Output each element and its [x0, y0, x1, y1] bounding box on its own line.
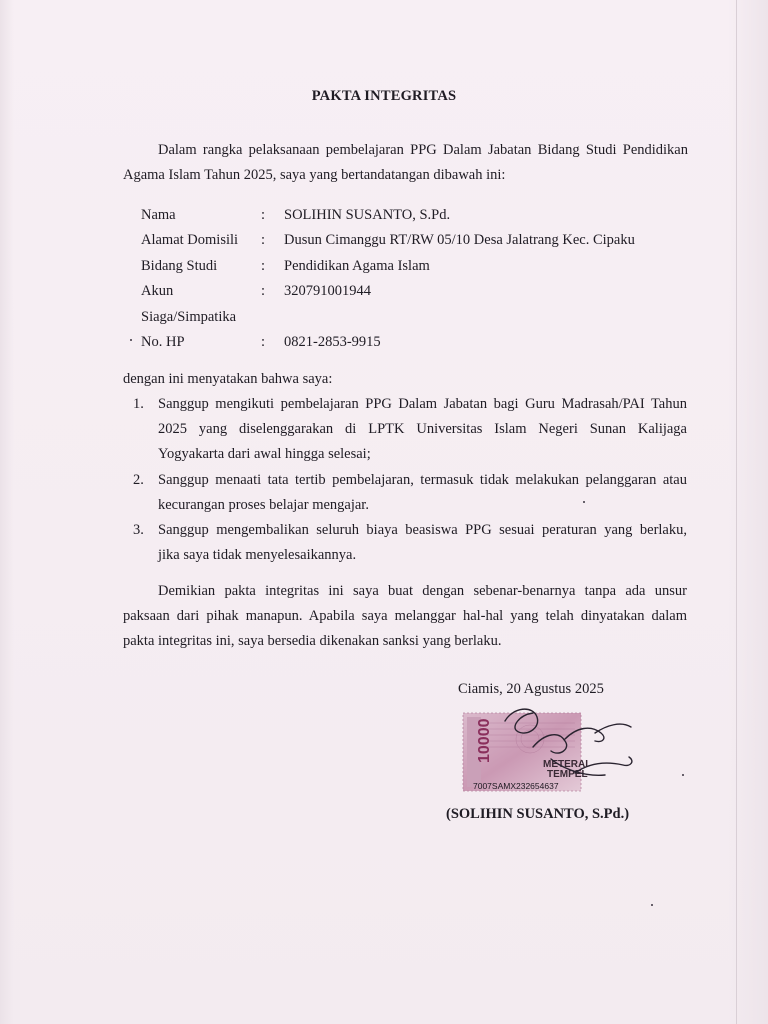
identity-label: No. HP [141, 334, 185, 350]
identity-colon: : [261, 283, 266, 299]
identity-label: Akun [141, 283, 174, 299]
document-title: PAKTA INTEGRITAS [311, 88, 457, 104]
stamp-serial: 7007SAMX232654637 [473, 781, 559, 791]
page-right-edge [736, 0, 737, 1024]
item-3-line-2: jika saya tidak menyelesaikannya. [158, 547, 357, 563]
identity-colon: : [261, 334, 266, 350]
identity-label: Bidang Studi [141, 258, 218, 274]
scan-speck [583, 501, 585, 503]
closing-line-2: paksaan dari pihak manapun. Apabila saya melanggar hal-hal yang telah dinyatakan dalam [123, 608, 687, 624]
identity-row-account [141, 283, 701, 305]
scan-speck [682, 774, 684, 776]
closing-line-1: Demikian pakta integritas ini saya buat dengan sebenar-benarnya tanpa ada unsur [158, 583, 687, 599]
item-1-line-3: Yogyakarta dari awal hingga selesai; [158, 446, 371, 462]
item-1-line-1: Sanggup mengikuti pembelajaran PPG Dalam Jabatan bagi Guru Madrasah/PAI Tahun [158, 396, 687, 412]
list-number: 1. [133, 396, 144, 412]
item-2-line-2: kecurangan proses belajar mengajar. [158, 497, 369, 513]
identity-value: SOLIHIN SUSANTO, S.Pd. [284, 207, 451, 223]
identity-label: Alamat Domisili [141, 232, 239, 248]
identity-row-name [141, 207, 701, 229]
identity-colon: : [261, 232, 266, 248]
identity-row-address [141, 232, 701, 254]
scan-speck [651, 904, 653, 906]
identity-row-account-cont [141, 309, 701, 331]
stamp-value: 10000 [476, 718, 493, 763]
identity-row-phone [141, 334, 701, 356]
identity-colon: : [261, 207, 266, 223]
list-number: 3. [133, 522, 144, 538]
closing-line-3: pakta integritas ini, saya bersedia dikenakan sanksi yang berlaku. [123, 633, 502, 649]
identity-label: Siaga/Simpatika [141, 309, 237, 325]
signer-name: (SOLIHIN SUSANTO, S.Pd.) [446, 806, 630, 822]
identity-value: Pendidikan Agama Islam [284, 258, 430, 274]
scan-speck [130, 339, 132, 341]
place-date: Ciamis, 20 Agustus 2025 [458, 681, 604, 697]
identity-value: Dusun Cimanggu RT/RW 05/10 Desa Jalatrang Kec. Cipaku [284, 232, 635, 248]
signature-stamp-area [455, 703, 645, 801]
intro-line-2: Agama Islam Tahun 2025, saya yang bertandatangan dibawah ini: [123, 167, 506, 183]
statement-intro: dengan ini menyatakan bahwa saya: [123, 371, 333, 387]
intro-line-1: Dalam rangka pelaksanaan pembelajaran PPG Dalam Jabatan Bidang Studi Pendidikan [158, 142, 688, 158]
meterai-stamp-graphic [455, 703, 645, 801]
identity-colon: : [261, 258, 266, 274]
page-left-shadow [0, 0, 14, 1024]
stamp-label-top: METERAI [543, 759, 588, 770]
identity-row-field [141, 258, 701, 280]
identity-value: 320791001944 [284, 283, 371, 299]
stamp-label-bottom: TEMPEL [547, 769, 588, 780]
item-3-line-1: Sanggup mengembalikan seluruh biaya beasiswa PPG sesuai peraturan yang berlaku, [158, 522, 687, 538]
item-1-line-2: 2025 yang diselenggarakan di LPTK Universitas Islam Negeri Sunan Kalijaga [158, 421, 687, 437]
identity-label: Nama [141, 207, 176, 223]
page-right-shadow [728, 0, 768, 1024]
item-2-line-1: Sanggup menaati tata tertib pembelajaran, termasuk tidak melakukan pelanggaran atau [158, 472, 687, 488]
identity-value: 0821-2853-9915 [284, 334, 381, 350]
list-number: 2. [133, 472, 144, 488]
